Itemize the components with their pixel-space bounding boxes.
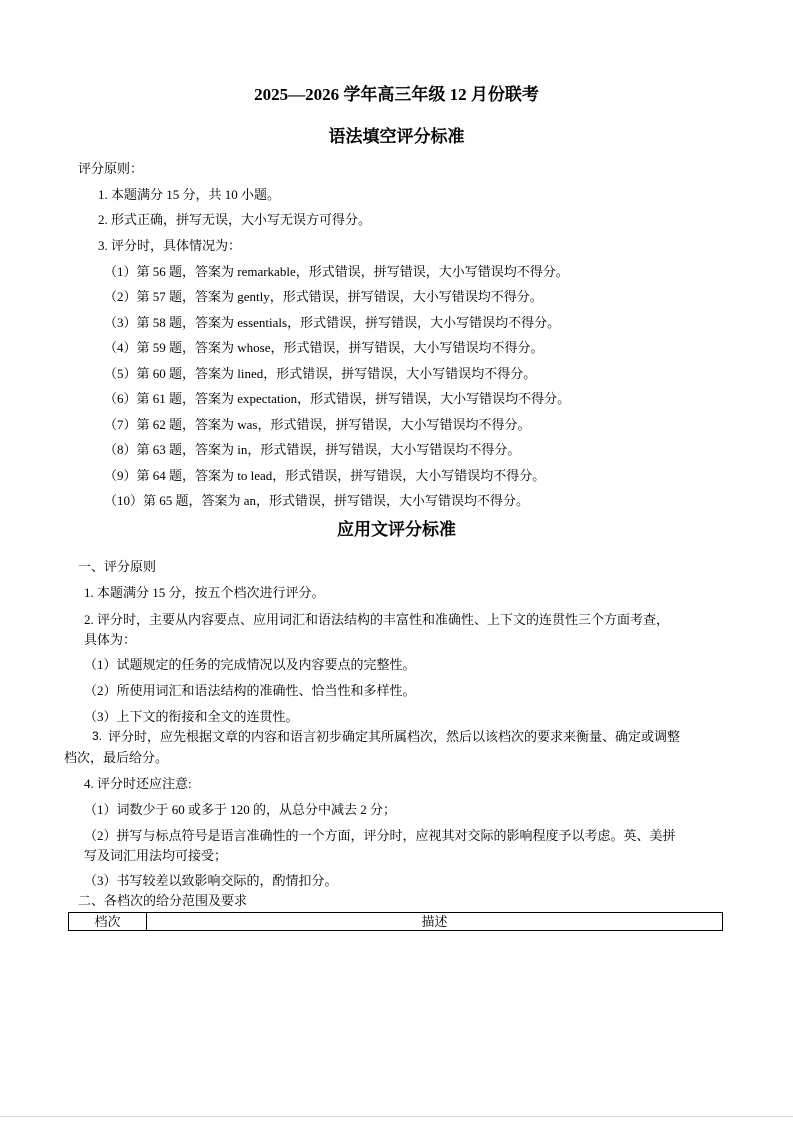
writing-criterion-3: （3）上下文的衔接和全文的连贯性。	[84, 709, 299, 724]
grammar-rule-3: 3. 评分时，具体情况为：	[98, 238, 242, 253]
grammar-item-9: （9）第 64 题，答案为 to lead，形式错误，拼写错误，大小写错误均不得分。	[104, 468, 546, 483]
writing-criterion-1: （1）试题规定的任务的完成情况以及内容要点的完整性。	[84, 657, 416, 672]
grammar-principle-label: 评分原则：	[78, 161, 144, 176]
writing-section-title: 应用文评分标准	[337, 520, 456, 539]
writing-principle-3-line-2: 档次，最后给分。	[64, 750, 169, 765]
grammar-rule-1: 1. 本题满分 15 分，共 10 小题。	[98, 187, 281, 202]
table-header-description: 描述	[421, 914, 448, 929]
grading-level-table	[68, 912, 723, 931]
grammar-item-7: （7）第 62 题，答案为 was，形式错误，拼写错误，大小写错误均不得分。	[104, 417, 531, 432]
writing-note-3: （3）书写较差以致影响交际的，酌情扣分。	[84, 873, 338, 888]
writing-criterion-2: （2）所使用词汇和语法结构的准确性、恰当性和多样性。	[84, 683, 416, 698]
grammar-item-5: （5）第 60 题，答案为 lined，形式错误，拼写错误，大小写错误均不得分。	[104, 366, 537, 381]
writing-principle-3-line-1: 评分时，应先根据文章的内容和语言初步确定其所属档次，然后以该档次的要求来衡量、确定或调整	[108, 729, 681, 744]
page-bottom-divider	[0, 1116, 793, 1117]
writing-principle-2-line-1: 2. 评分时，主要从内容要点、应用词汇和语法结构的丰富性和准确性、上下文的连贯性三个方面考查，	[84, 612, 670, 627]
grammar-item-4: （4）第 59 题，答案为 whose，形式错误，拼写错误，大小写错误均不得分。	[104, 340, 544, 355]
grammar-item-3: （3）第 58 题，答案为 essentials，形式错误，拼写错误，大小写错误均不得分。	[104, 315, 561, 330]
writing-principle-3-number: 3.	[92, 729, 103, 743]
grammar-item-8: （8）第 63 题，答案为 in，形式错误，拼写错误，大小写错误均不得分。	[104, 442, 521, 457]
grammar-section-title: 语法填空评分标准	[328, 127, 465, 146]
writing-note-1: （1）词数少于 60 或多于 120 的，从总分中减去 2 分；	[84, 802, 397, 817]
writing-section-1-heading: 一、评分原则	[78, 559, 157, 574]
exam-title: 2025—2026 学年高三年级 12 月份联考	[254, 85, 539, 104]
table-header-level: 档次	[69, 913, 147, 930]
writing-note-2-line-1: （2）拼写与标点符号是语言准确性的一个方面，评分时，应视其对交际的影响程度予以考虑。英、美拼	[84, 828, 676, 843]
grammar-item-1: （1）第 56 题，答案为 remarkable，形式错误，拼写错误，大小写错误均不得分。	[104, 264, 569, 279]
grammar-rule-2: 2. 形式正确，拼写无误，大小写无误方可得分。	[98, 212, 372, 227]
writing-note-2-line-2: 写及词汇用法均可接受；	[84, 848, 228, 863]
writing-principle-2-line-2: 具体为：	[84, 632, 137, 647]
grammar-item-6: （6）第 61 题，答案为 expectation，形式错误，拼写错误，大小写错误均不得分。	[104, 391, 571, 406]
writing-principle-1: 1. 本题满分 15 分，按五个档次进行评分。	[84, 585, 325, 600]
grammar-item-2: （2）第 57 题，答案为 gently，形式错误，拼写错误，大小写错误均不得分。	[104, 289, 543, 304]
grammar-item-10: （10）第 65 题，答案为 an，形式错误，拼写错误，大小写错误均不得分。	[104, 493, 530, 508]
writing-principle-4: 4. 评分时还应注意:	[84, 776, 192, 791]
writing-section-2-heading: 二、各档次的给分范围及要求	[78, 893, 248, 908]
